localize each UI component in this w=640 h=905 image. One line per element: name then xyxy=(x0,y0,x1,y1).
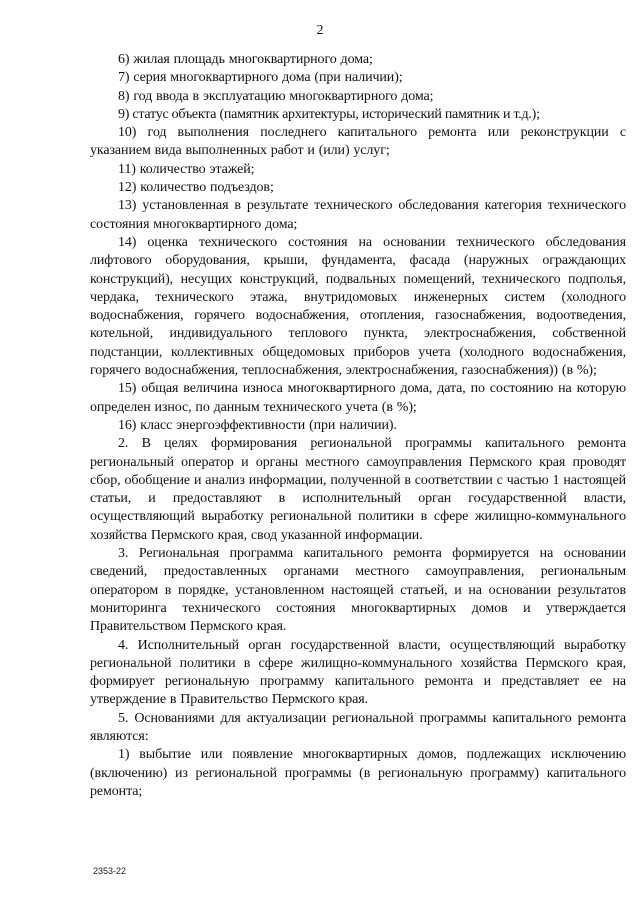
paragraph-item-6: 6) жилая площадь многоквартирного дома; xyxy=(118,52,373,67)
paragraph-item-13: 13) установленная в результате технического обследования категория технического состояния многоквартирного дома; xyxy=(90,198,626,232)
document-code: 2353-22 xyxy=(93,866,127,876)
paragraph-item-8: 8) год ввода в эксплуатацию многоквартирного дома; xyxy=(118,88,434,104)
paragraph-item-15: 15) общая величина износа многоквартирного дома, дата, по состоянию на которую определен износ, по данным технического учета (в %); xyxy=(90,381,626,415)
section-paragraph-4: 4. Исполнительный орган государственной власти, осуществляющий выработку региональной политики в сфере жилищно-коммунального хозяйства Пермского края, формирует региональную программу капитального ремонта и представляет ее на утверждение в Правительство Пермского края. xyxy=(90,637,626,708)
document-body xyxy=(90,51,626,801)
paragraph-item-14: 14) оценка технического состояния на основании технического обследования лифтового оборудования, крыши, фундамента, фасада (наружных ограждающих конструкций), несущих конструкций, подвальных помещений, технического подполья, чердака, технического этажа, внутридомовых инженерных систем (холодного водоснабжения, горячего водоснабжения, отопления, газоснабжения, водоотведения, котельной, индивидуального теплового пункта, электроснабжения, собственной подстанции, коллективных общедомовых приборов учета (холодного водоснабжения, горячего водоснабжения, теплоснабжения, электроснабжения, газоснабжения)) (в %); xyxy=(90,234,626,379)
paragraph-item-7: 7) серия многоквартирного дома (при наличии); xyxy=(118,70,403,86)
section-paragraph-5: 5. Основаниями для актуализации региональной программы капитального ремонта являются: xyxy=(90,710,626,744)
paragraph-item-10: 10) год выполнения последнего капитального ремонта или реконструкции с указанием вида выполненных работ и (или) услуг; xyxy=(90,125,626,159)
section-paragraph-2: 2. В целях формирования региональной программы капитального ремонта региональный оператор и органы местного самоуправления Пермского края проводят сбор, обобщение и анализ информации, полученной в соответствии с частью 1 настоящей статьи, и предоставляют в исполнительный орган государственной власти, осуществляющий выработку региональной политики в сфере жилищно-коммунального хозяйства Пермского края, свод указанной информации. xyxy=(90,436,626,543)
paragraph-item-12: 12) количество подъездов; xyxy=(118,180,274,196)
page-number: 2 xyxy=(316,23,324,38)
paragraph-item-9: 9) статус объекта (памятник архитектуры, исторический памятник и т.д.); xyxy=(118,106,540,122)
section-paragraph-3: 3. Региональная программа капитального ремонта формируется на основании сведений, предоставленных органами местного самоуправления, региональным оператором в порядке, установленном настоящей статьей, и на основании результатов мониторинга технического состояния многоквартирных домов и утверждается Правительством Пермского края. xyxy=(90,546,626,635)
paragraph-item-11: 11) количество этажей; xyxy=(118,161,255,177)
paragraph-item-16: 16) класс энергоэффективности (при наличии). xyxy=(118,417,397,433)
section-paragraph-5-item-1: 1) выбытие или появление многоквартирных домов, подлежащих исключению (включению) из региональной программы (в региональную программу) капитального ремонта; xyxy=(90,747,626,799)
